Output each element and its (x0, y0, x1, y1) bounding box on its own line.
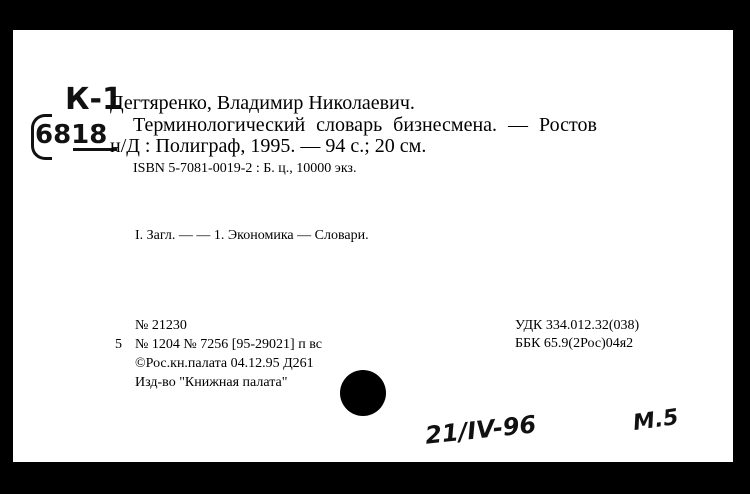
handwritten-note: М.5 (631, 404, 681, 437)
margin-mark: 5 (115, 337, 122, 352)
punch-hole (340, 370, 386, 416)
catalog-card (13, 30, 733, 462)
shelfmark-top: К-1 (65, 82, 123, 117)
author-heading: Дегтяренко, Владимир Николаевич. (110, 92, 415, 114)
imprint-line: н/Д : Полиграф, 1995. — 94 с.; 20 см. (110, 135, 427, 157)
isbn-line: ISBN 5-7081-0019-2 : Б. ц., 10000 экз. (133, 161, 357, 176)
handwritten-date: 21/IV-96 (423, 410, 538, 450)
subjects-line: I. Загл. — — 1. Экономика — Словари. (135, 228, 369, 243)
record-number: № 21230 (135, 318, 187, 333)
reference-line: № 1204 № 7256 [95-29021] п вс (135, 337, 322, 352)
publisher-line: Изд-во "Книжная палата" (135, 375, 288, 390)
udk-code: УДК 334.012.32(038) (515, 318, 640, 333)
shelfmark-bottom: 6818 (35, 120, 108, 150)
title-line: Терминологический словарь бизнесмена. — Ростов (133, 114, 597, 136)
book-chamber-line: ©Рос.кн.палата 04.12.95 Д261 (135, 356, 314, 371)
bbk-code: ББК 65.9(2Рос)04я2 (515, 336, 634, 351)
